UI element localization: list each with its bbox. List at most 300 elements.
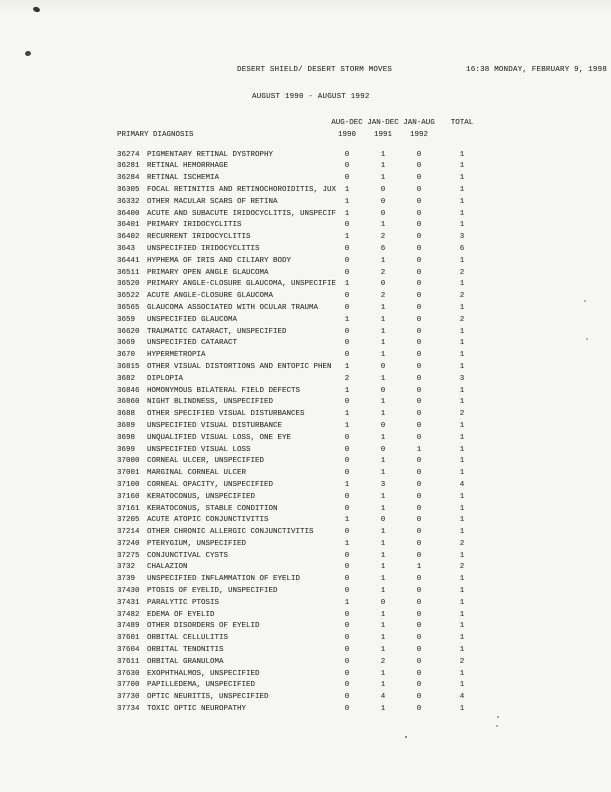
row-diagnosis: CONJUNCTIVAL CYSTS bbox=[147, 551, 229, 560]
row-value: 1 bbox=[459, 587, 465, 596]
row-value: 1 bbox=[459, 433, 465, 442]
row-value: 1 bbox=[459, 386, 465, 395]
table-row bbox=[117, 409, 537, 421]
row-value: 1 bbox=[459, 492, 465, 501]
row-diagnosis: PRIMARY ANGLE-CLOSURE GLAUCOMA, UNSPECIFIE bbox=[147, 280, 337, 289]
table-row bbox=[117, 303, 537, 315]
row-diagnosis: ORBITAL GRANULOMA bbox=[147, 657, 224, 666]
row-diagnosis: TRAUMATIC CATARACT, UNSPECIFIED bbox=[147, 327, 287, 336]
row-value: 0 bbox=[380, 421, 386, 430]
row-value: 1 bbox=[380, 504, 386, 513]
row-value: 0 bbox=[416, 480, 422, 489]
row-code: 36284 bbox=[117, 174, 140, 183]
row-value: 1 bbox=[416, 445, 422, 454]
row-code: 36860 bbox=[117, 398, 140, 407]
row-value: 0 bbox=[416, 634, 422, 643]
row-code: 3669 bbox=[117, 339, 136, 348]
row-code: 3698 bbox=[117, 433, 136, 442]
row-value: 0 bbox=[416, 587, 422, 596]
row-diagnosis: NIGHT BLINDNESS, UNSPECIFIED bbox=[147, 398, 274, 407]
table-header-line1 bbox=[117, 118, 537, 130]
row-value: 0 bbox=[416, 669, 422, 678]
scan-artifact bbox=[405, 736, 407, 738]
row-value: 0 bbox=[380, 197, 386, 206]
row-value: 1 bbox=[344, 421, 350, 430]
row-diagnosis: UNSPECIFIED CATARACT bbox=[147, 339, 238, 348]
row-value: 0 bbox=[416, 256, 422, 265]
table-row bbox=[117, 386, 537, 398]
row-value: 1 bbox=[344, 197, 350, 206]
row-value: 2 bbox=[459, 563, 465, 572]
primary-diagnosis-header: PRIMARY DIAGNOSIS bbox=[117, 130, 194, 139]
row-diagnosis: CORNEAL OPACITY, UNSPECIFIED bbox=[147, 480, 274, 489]
row-diagnosis: KERATOCONUS, UNSPECIFIED bbox=[147, 492, 256, 501]
row-value: 1 bbox=[344, 209, 350, 218]
row-diagnosis: EDEMA OF EYELID bbox=[147, 610, 215, 619]
row-diagnosis: UNSPECIFIED VISUAL LOSS bbox=[147, 445, 251, 454]
row-value: 1 bbox=[380, 669, 386, 678]
row-diagnosis: UNSPECIFIED GLAUCOMA bbox=[147, 315, 238, 324]
report-timestamp: 16:38 MONDAY, FEBRUARY 9, 1998 bbox=[466, 66, 608, 74]
row-diagnosis: DIPLOPIA bbox=[147, 374, 184, 383]
row-value: 0 bbox=[416, 575, 422, 584]
row-value: 0 bbox=[344, 705, 350, 714]
row-value: 0 bbox=[344, 681, 350, 690]
row-value: 0 bbox=[344, 469, 350, 478]
row-value: 0 bbox=[344, 433, 350, 442]
row-value: 1 bbox=[380, 327, 386, 336]
row-value: 1 bbox=[459, 669, 465, 678]
table-row bbox=[117, 421, 537, 433]
row-code: 3732 bbox=[117, 563, 136, 572]
row-code: 36402 bbox=[117, 233, 140, 242]
table-row bbox=[117, 539, 537, 551]
row-code: 3688 bbox=[117, 410, 136, 419]
row-value: 2 bbox=[459, 292, 465, 301]
row-code: 36511 bbox=[117, 268, 140, 277]
row-value: 1 bbox=[416, 563, 422, 572]
row-value: 0 bbox=[344, 504, 350, 513]
table-row bbox=[117, 150, 537, 162]
row-value: 1 bbox=[380, 398, 386, 407]
row-code: 37734 bbox=[117, 705, 140, 714]
scan-artifact bbox=[496, 725, 498, 727]
row-value: 0 bbox=[344, 351, 350, 360]
row-value: 0 bbox=[344, 327, 350, 336]
row-value: 0 bbox=[344, 575, 350, 584]
row-value: 0 bbox=[416, 421, 422, 430]
row-value: 1 bbox=[380, 351, 386, 360]
row-diagnosis: RETINAL ISCHEMIA bbox=[147, 174, 220, 183]
row-value: 0 bbox=[380, 386, 386, 395]
table-row bbox=[117, 161, 537, 173]
row-value: 0 bbox=[344, 268, 350, 277]
row-value: 1 bbox=[380, 221, 386, 230]
row-code: 37160 bbox=[117, 492, 140, 501]
row-value: 1 bbox=[380, 469, 386, 478]
row-value: 1 bbox=[459, 445, 465, 454]
row-diagnosis: PARALYTIC PTOSIS bbox=[147, 598, 220, 607]
row-value: 1 bbox=[459, 646, 465, 655]
row-diagnosis: ORBITAL TENONITIS bbox=[147, 646, 224, 655]
row-value: 1 bbox=[459, 551, 465, 560]
table-row bbox=[117, 456, 537, 468]
row-value: 0 bbox=[416, 280, 422, 289]
row-value: 1 bbox=[380, 433, 386, 442]
row-value: 0 bbox=[344, 563, 350, 572]
row-code: 36305 bbox=[117, 185, 140, 194]
table-row bbox=[117, 468, 537, 480]
row-value: 1 bbox=[380, 492, 386, 501]
row-code: 36332 bbox=[117, 197, 140, 206]
row-value: 1 bbox=[459, 221, 465, 230]
table-row bbox=[117, 704, 537, 716]
row-value: 0 bbox=[344, 587, 350, 596]
row-diagnosis: OTHER DISORDERS OF EYELID bbox=[147, 622, 260, 631]
row-diagnosis: PTERYGIUM, UNSPECIFIED bbox=[147, 539, 247, 548]
row-value: 4 bbox=[459, 480, 465, 489]
row-value: 0 bbox=[380, 445, 386, 454]
table-row bbox=[117, 315, 537, 327]
row-diagnosis: ACUTE AND SUBACUTE IRIDOCYCLITIS, UNSPECIF bbox=[147, 209, 337, 218]
row-code: 36401 bbox=[117, 221, 140, 230]
row-value: 4 bbox=[380, 693, 386, 702]
row-value: 0 bbox=[380, 516, 386, 525]
row-value: 1 bbox=[380, 256, 386, 265]
table-row bbox=[117, 220, 537, 232]
row-value: 2 bbox=[459, 315, 465, 324]
row-value: 0 bbox=[416, 221, 422, 230]
row-code: 36274 bbox=[117, 150, 140, 159]
column-header-aug-dec: AUG-DEC bbox=[331, 119, 363, 127]
row-value: 1 bbox=[344, 480, 350, 489]
row-value: 1 bbox=[380, 528, 386, 537]
row-value: 0 bbox=[416, 362, 422, 371]
row-value: 2 bbox=[459, 410, 465, 419]
row-value: 0 bbox=[416, 327, 422, 336]
row-value: 1 bbox=[459, 575, 465, 584]
row-value: 1 bbox=[344, 598, 350, 607]
table-row bbox=[117, 445, 537, 457]
table-row bbox=[117, 669, 537, 681]
row-value: 1 bbox=[380, 410, 386, 419]
row-value: 0 bbox=[344, 445, 350, 454]
row-value: 0 bbox=[416, 386, 422, 395]
row-value: 0 bbox=[416, 374, 422, 383]
row-value: 1 bbox=[459, 339, 465, 348]
row-code: 36520 bbox=[117, 280, 140, 289]
column-header-year-1990: 1990 bbox=[337, 130, 356, 139]
table-header bbox=[117, 118, 537, 142]
row-diagnosis: CHALAZION bbox=[147, 563, 188, 572]
column-header-jan-aug: JAN-AUG bbox=[403, 119, 435, 127]
row-value: 1 bbox=[344, 233, 350, 242]
row-value: 0 bbox=[344, 457, 350, 466]
row-value: 0 bbox=[344, 610, 350, 619]
row-diagnosis: RECURRENT IRIDOCYCLITIS bbox=[147, 233, 251, 242]
row-value: 1 bbox=[380, 315, 386, 324]
row-value: 0 bbox=[344, 292, 350, 301]
table-row bbox=[117, 256, 537, 268]
row-value: 1 bbox=[380, 374, 386, 383]
row-value: 0 bbox=[416, 162, 422, 171]
row-code: 3689 bbox=[117, 421, 136, 430]
row-value: 0 bbox=[416, 705, 422, 714]
row-code: 37630 bbox=[117, 669, 140, 678]
row-value: 6 bbox=[380, 244, 386, 253]
table-row bbox=[117, 232, 537, 244]
row-diagnosis: OTHER CHRONIC ALLERGIC CONJUNCTIVITIS bbox=[147, 528, 314, 537]
row-code: 37489 bbox=[117, 622, 140, 631]
row-value: 0 bbox=[416, 657, 422, 666]
row-value: 1 bbox=[344, 410, 350, 419]
row-value: 0 bbox=[416, 646, 422, 655]
row-value: 0 bbox=[344, 174, 350, 183]
row-value: 2 bbox=[380, 233, 386, 242]
table-row bbox=[117, 645, 537, 657]
row-value: 0 bbox=[380, 280, 386, 289]
row-value: 1 bbox=[459, 705, 465, 714]
scan-artifact bbox=[586, 338, 588, 340]
row-diagnosis: CORNEAL ULCER, UNSPECIFIED bbox=[147, 457, 265, 466]
row-value: 1 bbox=[459, 256, 465, 265]
row-value: 2 bbox=[459, 657, 465, 666]
row-value: 1 bbox=[344, 386, 350, 395]
row-diagnosis: UNSPECIFIED VISUAL DISTURBANCE bbox=[147, 421, 283, 430]
row-value: 1 bbox=[380, 162, 386, 171]
row-value: 2 bbox=[459, 268, 465, 277]
table-row bbox=[117, 433, 537, 445]
row-diagnosis: HOMONYMOUS BILATERAL FIELD DEFECTS bbox=[147, 386, 301, 395]
row-code: 36620 bbox=[117, 327, 140, 336]
row-value: 0 bbox=[344, 551, 350, 560]
row-code: 37611 bbox=[117, 657, 140, 666]
row-value: 1 bbox=[459, 209, 465, 218]
row-value: 0 bbox=[344, 221, 350, 230]
row-value: 0 bbox=[416, 433, 422, 442]
row-diagnosis: PIGMENTARY RETINAL DYSTROPHY bbox=[147, 150, 274, 159]
row-value: 0 bbox=[416, 197, 422, 206]
row-code: 3670 bbox=[117, 351, 136, 360]
table-row bbox=[117, 574, 537, 586]
table-row bbox=[117, 397, 537, 409]
row-value: 0 bbox=[380, 598, 386, 607]
row-value: 0 bbox=[344, 303, 350, 312]
table-row bbox=[117, 504, 537, 516]
row-value: 0 bbox=[344, 634, 350, 643]
row-value: 0 bbox=[344, 162, 350, 171]
row-value: 0 bbox=[416, 598, 422, 607]
row-value: 1 bbox=[380, 587, 386, 596]
row-code: 37431 bbox=[117, 598, 140, 607]
row-code: 3659 bbox=[117, 315, 136, 324]
table-row bbox=[117, 680, 537, 692]
row-code: 37482 bbox=[117, 610, 140, 619]
table-row bbox=[117, 527, 537, 539]
row-value: 1 bbox=[344, 539, 350, 548]
table-row bbox=[117, 492, 537, 504]
row-value: 1 bbox=[459, 504, 465, 513]
row-diagnosis: KERATOCONUS, STABLE CONDITION bbox=[147, 504, 278, 513]
table-header-line2 bbox=[117, 130, 537, 142]
column-header-jan-dec: JAN-DEC bbox=[367, 119, 399, 127]
column-header-year-1992: 1992 bbox=[409, 130, 428, 139]
row-code: 3699 bbox=[117, 445, 136, 454]
table-row bbox=[117, 551, 537, 563]
row-code: 3739 bbox=[117, 575, 136, 584]
row-value: 1 bbox=[459, 162, 465, 171]
row-value: 1 bbox=[459, 598, 465, 607]
row-value: 0 bbox=[416, 233, 422, 242]
row-diagnosis: FOCAL RETINITIS AND RETINOCHOROIDITIS, JUX bbox=[147, 185, 337, 194]
table-row bbox=[117, 185, 537, 197]
row-value: 1 bbox=[380, 551, 386, 560]
row-value: 0 bbox=[416, 492, 422, 501]
row-value: 0 bbox=[344, 528, 350, 537]
row-code: 37700 bbox=[117, 681, 140, 690]
row-diagnosis: UNSPECIFIED INFLAMMATION OF EYELID bbox=[147, 575, 301, 584]
row-diagnosis: TOXIC OPTIC NEUROPATHY bbox=[147, 705, 247, 714]
row-value: 0 bbox=[416, 410, 422, 419]
row-value: 0 bbox=[416, 681, 422, 690]
row-code: 37275 bbox=[117, 551, 140, 560]
table-row bbox=[117, 279, 537, 291]
row-code: 37430 bbox=[117, 587, 140, 596]
row-diagnosis: OTHER MACULAR SCARS OF RETINA bbox=[147, 197, 278, 206]
row-value: 1 bbox=[459, 681, 465, 690]
table-row bbox=[117, 610, 537, 622]
row-diagnosis: ACUTE ATOPIC CONJUNCTIVITIS bbox=[147, 516, 269, 525]
row-value: 0 bbox=[416, 150, 422, 159]
table-row bbox=[117, 209, 537, 221]
row-diagnosis: EXOPHTHALMOS, UNSPECIFIED bbox=[147, 669, 260, 678]
row-value: 0 bbox=[380, 185, 386, 194]
column-header-year-1991: 1991 bbox=[373, 130, 392, 139]
row-diagnosis: MARGINAL CORNEAL ULCER bbox=[147, 469, 247, 478]
row-code: 37240 bbox=[117, 539, 140, 548]
row-value: 1 bbox=[459, 528, 465, 537]
row-diagnosis: HYPERMETROPIA bbox=[147, 351, 206, 360]
row-value: 0 bbox=[416, 469, 422, 478]
row-diagnosis: PAPILLEDEMA, UNSPECIFIED bbox=[147, 681, 256, 690]
row-diagnosis: UNSPECIFIED IRIDOCYCLITIS bbox=[147, 244, 260, 253]
row-value: 1 bbox=[459, 622, 465, 631]
row-value: 1 bbox=[459, 516, 465, 525]
row-value: 0 bbox=[344, 693, 350, 702]
row-value: 6 bbox=[459, 244, 465, 253]
row-value: 0 bbox=[344, 669, 350, 678]
row-value: 1 bbox=[344, 516, 350, 525]
row-code: 36846 bbox=[117, 386, 140, 395]
row-value: 0 bbox=[416, 610, 422, 619]
row-diagnosis: PTOSIS OF EYELID, UNSPECIFIED bbox=[147, 587, 278, 596]
row-value: 0 bbox=[416, 268, 422, 277]
row-value: 0 bbox=[416, 539, 422, 548]
row-value: 0 bbox=[344, 657, 350, 666]
row-value: 0 bbox=[380, 209, 386, 218]
row-value: 1 bbox=[380, 705, 386, 714]
row-diagnosis: GLAUCOMA ASSOCIATED WITH OCULAR TRAUMA bbox=[147, 303, 319, 312]
table-row bbox=[117, 621, 537, 633]
row-value: 2 bbox=[459, 539, 465, 548]
row-value: 0 bbox=[416, 551, 422, 560]
table-row bbox=[117, 197, 537, 209]
row-value: 0 bbox=[416, 457, 422, 466]
row-value: 1 bbox=[380, 622, 386, 631]
row-value: 0 bbox=[416, 303, 422, 312]
row-value: 1 bbox=[380, 303, 386, 312]
row-value: 1 bbox=[459, 610, 465, 619]
row-value: 1 bbox=[380, 634, 386, 643]
row-value: 0 bbox=[416, 185, 422, 194]
row-value: 0 bbox=[380, 362, 386, 371]
row-code: 36281 bbox=[117, 162, 140, 171]
row-value: 0 bbox=[344, 398, 350, 407]
header-spacer bbox=[117, 118, 329, 130]
row-code: 36522 bbox=[117, 292, 140, 301]
table-row bbox=[117, 173, 537, 185]
row-diagnosis: ACUTE ANGLE-CLOSURE GLAUCOMA bbox=[147, 292, 274, 301]
row-value: 1 bbox=[459, 469, 465, 478]
row-value: 2 bbox=[380, 292, 386, 301]
row-code: 37214 bbox=[117, 528, 140, 537]
row-code: 37000 bbox=[117, 457, 140, 466]
table-row bbox=[117, 633, 537, 645]
row-value: 1 bbox=[459, 150, 465, 159]
scan-artifact bbox=[25, 50, 32, 56]
row-diagnosis: HYPHEMA OF IRIS AND CILIARY BODY bbox=[147, 256, 292, 265]
table-row bbox=[117, 657, 537, 669]
row-value: 1 bbox=[459, 303, 465, 312]
column-header-total-spacer bbox=[441, 130, 483, 142]
row-value: 0 bbox=[416, 693, 422, 702]
table-body bbox=[117, 150, 537, 716]
column-header-total: TOTAL bbox=[450, 119, 474, 127]
table-row bbox=[117, 350, 537, 362]
row-code: 36400 bbox=[117, 209, 140, 218]
row-value: 0 bbox=[344, 339, 350, 348]
row-value: 2 bbox=[380, 268, 386, 277]
row-diagnosis: ORBITAL CELLULITIS bbox=[147, 634, 229, 643]
row-value: 0 bbox=[344, 622, 350, 631]
row-diagnosis: PRIMARY OPEN ANGLE GLAUCOMA bbox=[147, 268, 269, 277]
table-row bbox=[117, 327, 537, 339]
row-value: 0 bbox=[416, 339, 422, 348]
table-row bbox=[117, 338, 537, 350]
row-value: 0 bbox=[416, 528, 422, 537]
row-value: 3 bbox=[380, 480, 386, 489]
scan-artifact bbox=[32, 6, 40, 13]
row-value: 1 bbox=[380, 457, 386, 466]
row-value: 0 bbox=[416, 351, 422, 360]
row-code: 37001 bbox=[117, 469, 140, 478]
table-row bbox=[117, 268, 537, 280]
table-row bbox=[117, 291, 537, 303]
row-code: 37730 bbox=[117, 693, 140, 702]
row-code: 3682 bbox=[117, 374, 136, 383]
row-code: 37601 bbox=[117, 634, 140, 643]
row-value: 1 bbox=[344, 362, 350, 371]
row-value: 3 bbox=[459, 233, 465, 242]
row-value: 1 bbox=[459, 457, 465, 466]
row-value: 1 bbox=[344, 315, 350, 324]
row-diagnosis: PRIMARY IRIDOCYCLITIS bbox=[147, 221, 242, 230]
row-code: 3643 bbox=[117, 244, 136, 253]
row-value: 0 bbox=[416, 292, 422, 301]
row-value: 0 bbox=[416, 398, 422, 407]
row-value: 0 bbox=[416, 244, 422, 253]
row-value: 3 bbox=[459, 374, 465, 383]
